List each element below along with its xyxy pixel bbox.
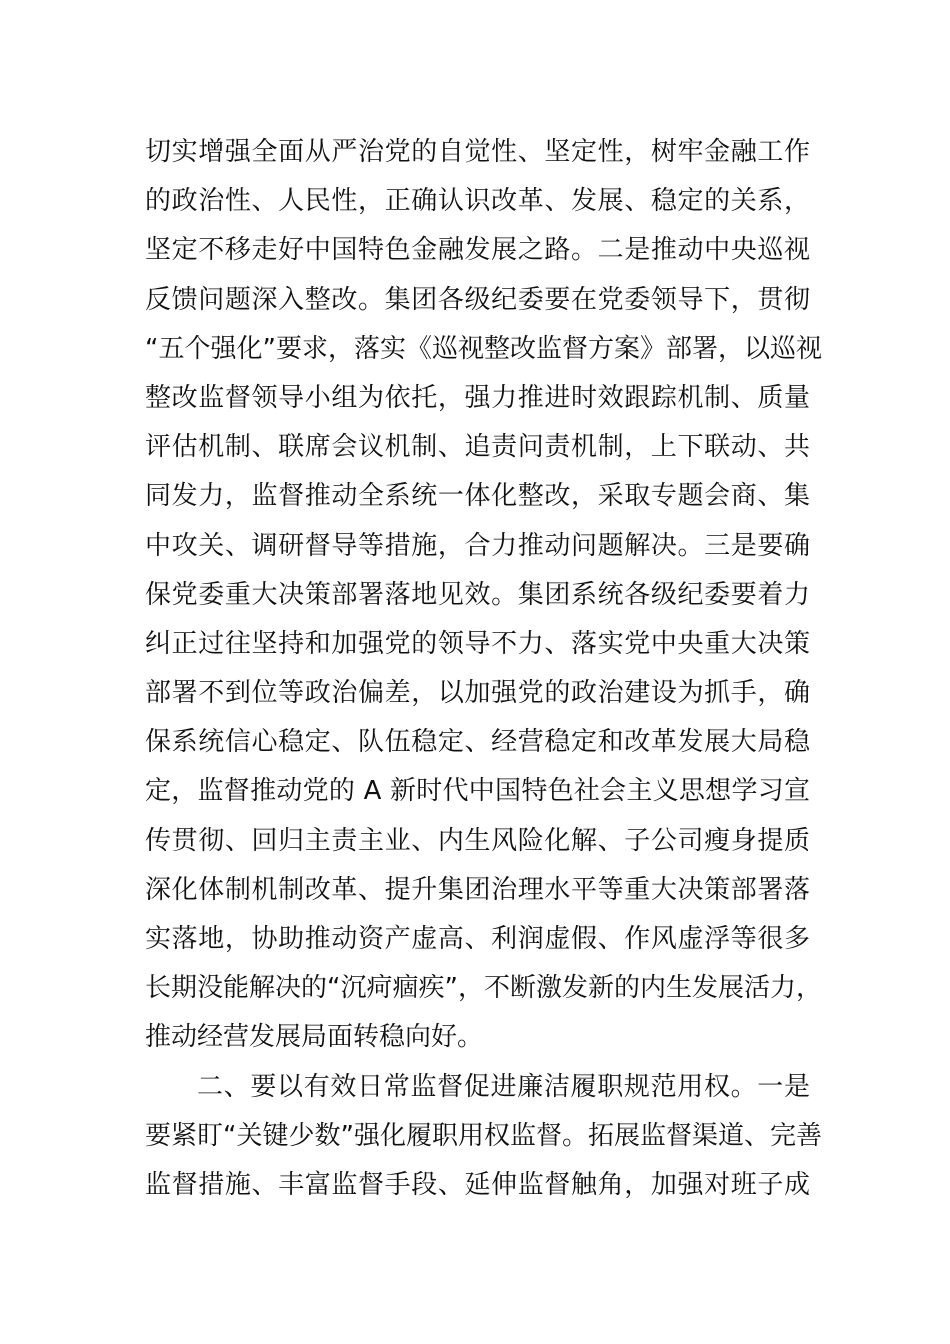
text-line: 长期没能解决的“沉疴痼疾”，不断激发新的内生发展活力， bbox=[145, 973, 822, 1004]
text-line: 同发力，监督推动全系统一体化整改，采取专题会商、集 bbox=[145, 481, 810, 512]
text-line: 推动经营发展局面转稳向好。 bbox=[145, 1022, 484, 1053]
text-line: 纠正过往坚持和加强党的领导不力、落实党中央重大决策 bbox=[145, 628, 810, 659]
section-heading-line: 二、要以有效日常监督促进廉洁履职规范用权。一是 bbox=[197, 1071, 810, 1102]
text-line: 传贯彻、回归主责主业、内生风险化解、子公司瘦身提质 bbox=[145, 825, 810, 856]
text-line: 切实增强全面从严治党的自觉性、坚定性，树牢金融工作 bbox=[145, 137, 810, 167]
text-line: 要紧盯“关键少数”强化履职用权监督。拓展监督渠道、完善 bbox=[145, 1120, 822, 1151]
text-line: 定，监督推动党的 A 新时代中国特色社会主义思想学习宣 bbox=[145, 776, 810, 807]
text-line: 保党委重大决策部署落地见效。集团系统各级纪委要着力 bbox=[145, 579, 810, 610]
text-line: 反馈问题深入整改。集团各级纪委要在党委领导下，贯彻 bbox=[145, 284, 810, 315]
text-line: 监督措施、丰富监督手段、延伸监督触角，加强对班子成 bbox=[145, 1169, 810, 1200]
text-line: “五个强化”要求，落实《巡视整改监督方案》部署，以巡视 bbox=[145, 333, 822, 364]
text-line: 深化体制机制改革、提升集团治理水平等重大决策部署落 bbox=[145, 874, 810, 905]
text-line: 保系统信心稳定、队伍稳定、经营稳定和改革发展大局稳 bbox=[145, 727, 810, 758]
text-line: 中攻关、调研督导等措施，合力推动问题解决。三是要确 bbox=[145, 530, 810, 561]
text-line: 坚定不移走好中国特色金融发展之路。二是推动中央巡视 bbox=[145, 235, 810, 266]
text-line: 的政治性、人民性，正确认识改革、发展、稳定的关系， bbox=[145, 186, 810, 217]
text-line: 整改监督领导小组为依托，强力推进时效跟踪机制、质量 bbox=[145, 382, 810, 413]
text-line: 部署不到位等政治偏差，以加强党的政治建设为抓手，确 bbox=[145, 678, 810, 709]
text-line: 实落地，协助推动资产虚高、利润虚假、作风虚浮等很多 bbox=[145, 924, 810, 954]
body-text bbox=[145, 128, 822, 1210]
text-line: 评估机制、联席会议机制、追责问责机制，上下联动、共 bbox=[145, 432, 810, 463]
